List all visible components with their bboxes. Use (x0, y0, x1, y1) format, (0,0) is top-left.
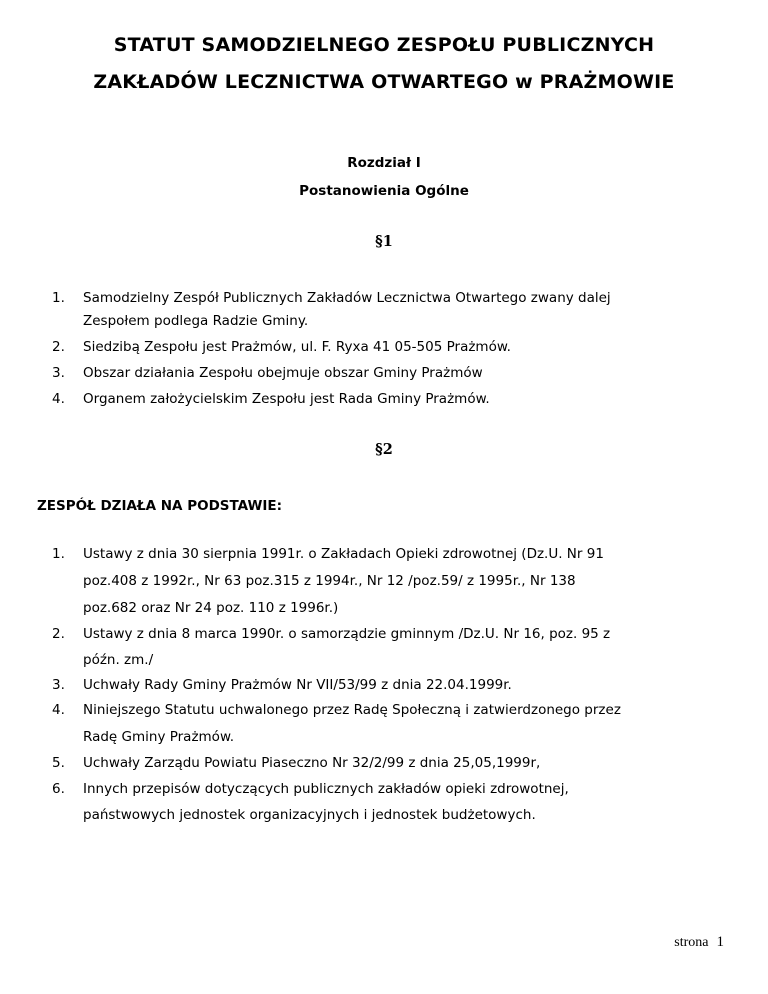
list-item-number: 2. (52, 626, 65, 642)
list-item-number: 4. (52, 702, 65, 718)
list-item-number: 4. (52, 391, 65, 407)
section-heading: ZESPÓŁ DZIAŁA NA PODSTAWIE: (37, 498, 283, 514)
list-item-text: późn. zm./ (83, 652, 154, 668)
list-item-number: 2. (52, 339, 65, 355)
list-item-number: 1. (52, 290, 65, 306)
paragraph-mark-2: §2 (375, 441, 393, 458)
list-item-number: 6. (52, 781, 65, 797)
footer-label: strona (674, 935, 709, 950)
list-item-text: Ustawy z dnia 30 sierpnia 1991r. o Zakładach Opieki zdrowotnej (Dz.U. Nr 91 (83, 546, 604, 562)
chapter-title: Postanowienia Ogólne (299, 183, 469, 199)
list-item-number: 5. (52, 755, 65, 771)
list-item-text: Zespołem podlega Radzie Gminy. (83, 313, 309, 329)
list-item-text: poz.682 oraz Nr 24 poz. 110 z 1996r.) (83, 600, 339, 616)
list-item-text: Ustawy z dnia 8 marca 1990r. o samorządzie gminnym /Dz.U. Nr 16, poz. 95 z (83, 626, 611, 642)
list-item-text: Innych przepisów dotyczących publicznych zakładów opieki zdrowotnej, (83, 781, 569, 797)
list-item-text: Samodzielny Zespół Publicznych Zakładów Lecznictwa Otwartego zwany dalej (83, 290, 611, 306)
document-title-line2: ZAKŁADÓW LECZNICTWA OTWARTEGO w PRAŻMOWIE (93, 71, 675, 93)
list-item-text: Uchwały Rady Gminy Prażmów Nr VII/53/99 z dnia 22.04.1999r. (83, 677, 512, 693)
list-item-number: 1. (52, 546, 65, 562)
list-item-number: 3. (52, 677, 65, 693)
list-item-text: Radę Gminy Prażmów. (83, 729, 235, 745)
list-item-text: poz.408 z 1992r., Nr 63 poz.315 z 1994r., Nr 12 /poz.59/ z 1995r., Nr 138 (83, 573, 576, 589)
document-title-line1: STATUT SAMODZIELNEGO ZESPOŁU PUBLICZNYCH (113, 34, 655, 56)
chapter-number: Rozdział I (347, 155, 421, 171)
list-item-text: Siedzibą Zespołu jest Prażmów, ul. F. Ryxa 41 05-505 Prażmów. (83, 339, 511, 355)
page-number: 1 (716, 934, 724, 950)
list-item-text: Organem założycielskim Zespołu jest Rada Gminy Prażmów. (83, 391, 490, 407)
list-item-text: państwowych jednostek organizacyjnych i jednostek budżetowych. (83, 807, 536, 823)
list-item-text: Uchwały Zarządu Powiatu Piaseczno Nr 32/2/99 z dnia 25,05,1999r, (83, 755, 541, 771)
page-footer (674, 934, 724, 951)
paragraph-mark-1: §1 (375, 233, 393, 250)
list-item-text: Niniejszego Statutu uchwalonego przez Radę Społeczną i zatwierdzonego przez (83, 702, 621, 718)
list-item-number: 3. (52, 365, 65, 381)
list-item-text: Obszar działania Zespołu obejmuje obszar Gminy Prażmów (83, 365, 483, 381)
